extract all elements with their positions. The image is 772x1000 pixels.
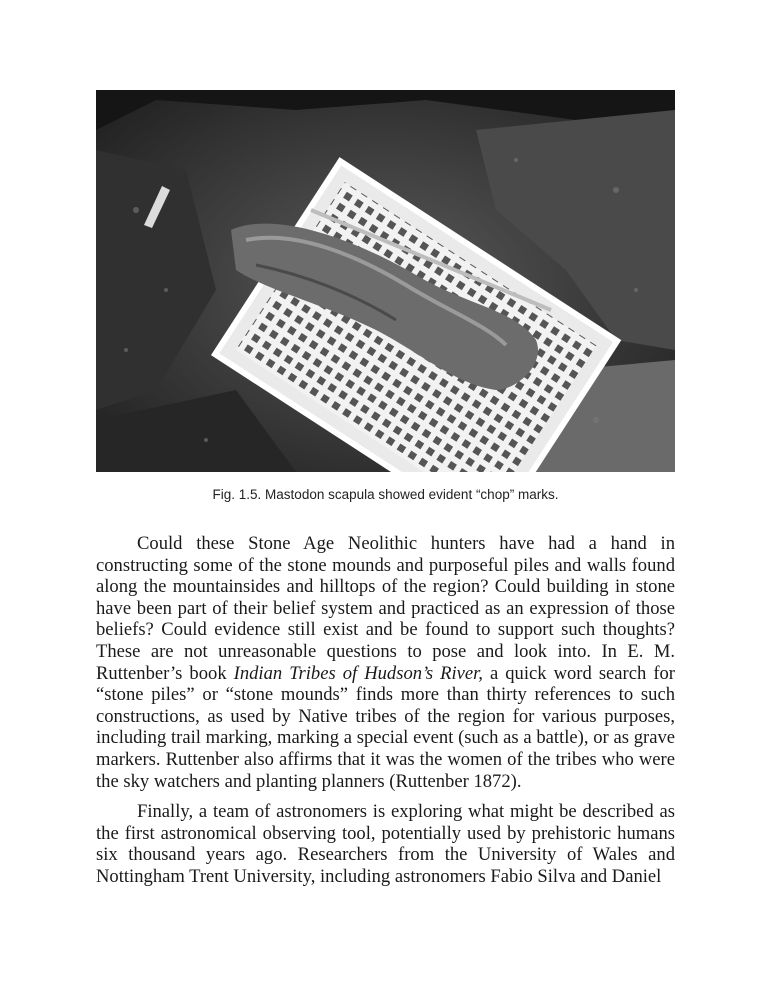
book-title: Indian Tribes of Hudson’s River, [233, 662, 483, 684]
figure-caption: Fig. 1.5. Mastodon scapula showed evident “chop” marks. [212, 487, 559, 502]
paragraph-2: Finally, a team of astronomers is exploring what might be described as the first astronomical observing tool, potentially used by prehistoric humans six thousand years ago. Researchers from the University of Wales and Nottingham Trent University, including astronomers Fabio Silva and Daniel [96, 801, 675, 887]
paragraph-1-start: Could these Stone Age Neolithic hunters have had a hand in constructing some of the stone mounds and purposeful piles and walls found along the mountainsides and hilltops of the region? Could building in stone have been part of their belief system and practiced as an expression of those beliefs? Could evidence still exist and be found to support such thoughts? These are not unreasonable questions to pose and look into. In E. M. Ruttenber’s book [96, 533, 675, 684]
body-text [96, 533, 675, 888]
mastodon-scapula-photo [96, 90, 675, 472]
paragraph-1-end: a quick word search for “stone piles” or “stone mounds” finds more than thirty references to such constructions, as used by Native tribes of the region for various purposes, including trail marking, marking a special event (such as a battle), or as grave markers. Ruttenber also affirms that it was the women of the tribes who were the sky watchers and planting planners (Ruttenber 1872). [96, 662, 675, 792]
paragraph-1 [96, 533, 675, 792]
figure-photo [96, 90, 675, 472]
